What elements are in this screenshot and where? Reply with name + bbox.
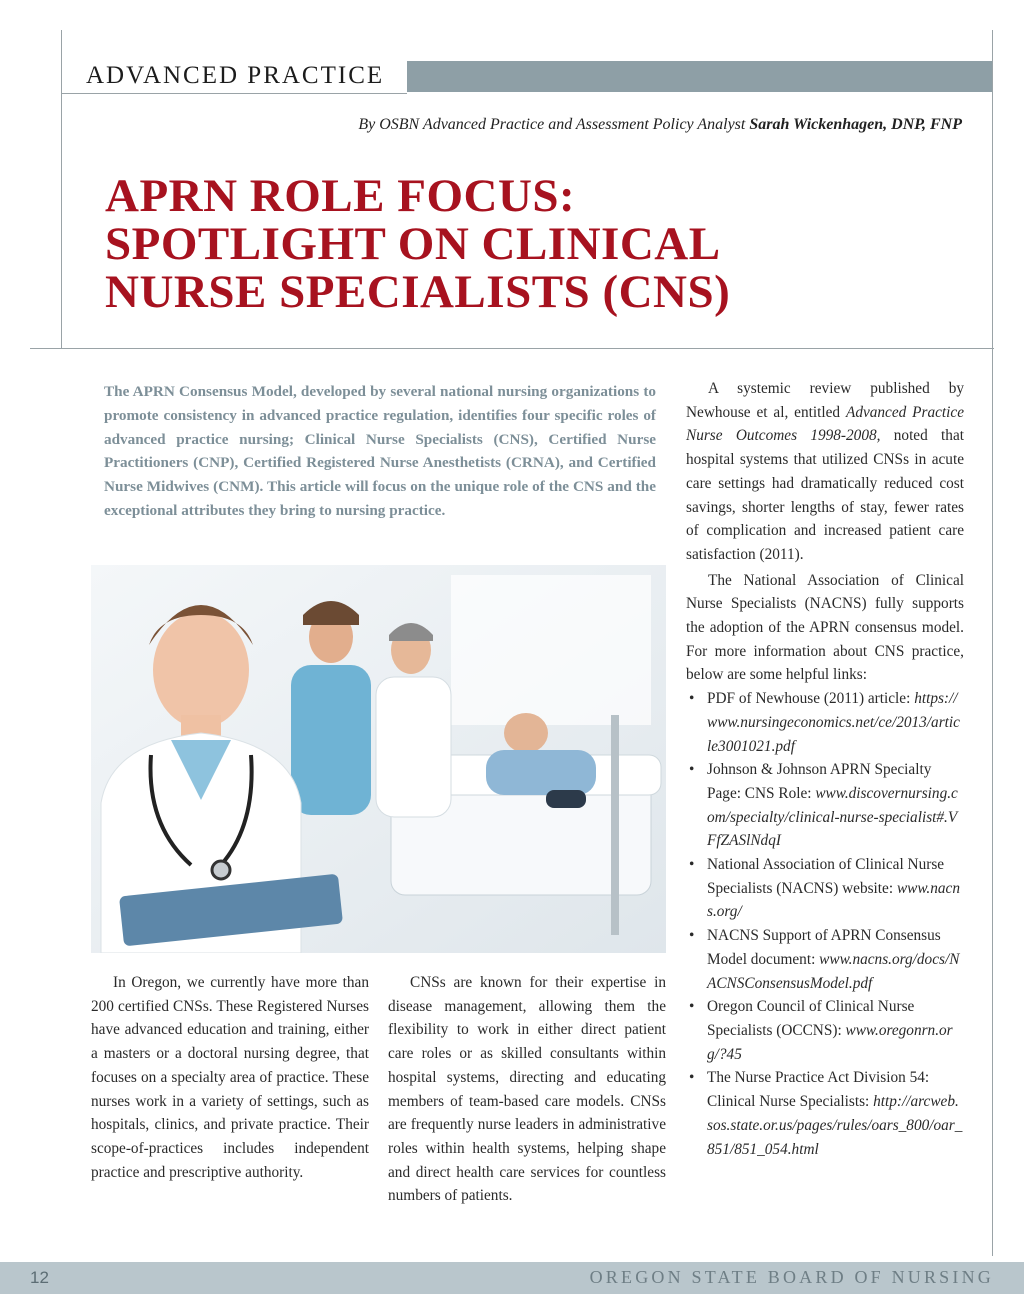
link-url[interactable]: www.nacns.org/docs/NACNSConsensusModel.pdf (707, 950, 960, 992)
list-item (686, 687, 964, 758)
byline (358, 116, 962, 134)
list-item (686, 1066, 964, 1161)
article-photo (91, 565, 666, 953)
bullet-icon: • (689, 856, 695, 874)
header-underline (61, 93, 407, 94)
byline-prefix: By OSBN Advanced Practice and Assessment Policy Analyst (358, 116, 746, 133)
list-item (686, 758, 964, 853)
link-url[interactable]: www.discovernursing.com/specialty/clinical-nurse-specialist#.VFfZASlNdqI (707, 784, 958, 850)
list-item (686, 995, 964, 1066)
footer-org-name: OREGON STATE BOARD OF NURSING (589, 1267, 994, 1287)
body-column-3 (686, 377, 964, 1161)
frame-left-rule (61, 30, 62, 348)
article-title (105, 172, 925, 316)
list-item (686, 853, 964, 924)
helpful-links-list (686, 687, 964, 1161)
list-item (686, 924, 964, 995)
review-text-after: noted that hospital systems that utilized CNSs in acute care settings had dramatically reduced cost savings, shorter lengths of stay, fewer rates of complication and increased patient care satisfaction (2011). (686, 427, 964, 563)
section-label: ADVANCED PRACTICE (86, 62, 385, 89)
page-number: 12 (30, 1268, 49, 1287)
link-label: National Association of Clinical Nurse Specialists (NACNS) website: (707, 856, 945, 897)
link-label: NACNS Support of APRN Consensus Model document: (707, 927, 941, 968)
hospital-scene-illustration (91, 565, 666, 953)
link-label: The Nurse Practice Act Division 54: Clinical Nurse Specialists: (707, 1069, 930, 1111)
bullet-icon: • (689, 1069, 695, 1087)
link-url[interactable]: http://arcweb.sos.state.or.us/pages/rules/oars_800/oar_851/851_054.html (707, 1093, 963, 1158)
link-label: Johnson & Johnson APRN Specialty Page: CNS Role: (707, 761, 932, 802)
link-url[interactable]: www.oregonrn.org/?45 (707, 1021, 953, 1063)
bullet-icon: • (689, 998, 695, 1016)
link-label: PDF of Newhouse (2011) article: (707, 690, 911, 708)
body-column-2 (388, 971, 666, 1208)
bullet-icon: • (689, 927, 695, 945)
title-line: SPOTLIGHT ON CLINICAL (105, 218, 721, 270)
review-title: Advanced Practice Nurse Outcomes 1998-2008, (686, 403, 964, 445)
link-label: Oregon Council of Clinical Nurse Specialists (OCCNS): (707, 998, 915, 1039)
title-line: APRN ROLE FOCUS: (105, 170, 576, 222)
body-paragraph: CNSs are known for their expertise in disease management, allowing them the flexibility to work in either direct patient care roles or as skilled consultants within hospital systems, directing and educating members of team-based care models. CNSs are frequently nurse leaders in administrative roles within health systems, helping shape and direct health care services for countless numbers of patients. (388, 974, 666, 1205)
header-bar (407, 61, 992, 92)
frame-right-rule (992, 30, 993, 1256)
section-divider (30, 348, 994, 349)
link-url[interactable]: www.nacns.org/ (707, 879, 960, 921)
title-line: NURSE SPECIALISTS (CNS) (105, 266, 731, 318)
byline-author: Sarah Wickenhagen, DNP, FNP (749, 116, 962, 133)
body-paragraph: In Oregon, we currently have more than 200 certified CNSs. These Registered Nurses have advanced education and training, either a masters or a doctoral nursing degree, that focuses on a specialty area of practice. These nurses work in a variety of settings, such as hospitals, clinics, and private practice. Their scope-of-practices includes independent practice and prescriptive authority. (91, 974, 369, 1181)
body-paragraph (686, 377, 964, 567)
review-text-before: A systemic review published by Newhouse et al, entitled (686, 380, 964, 421)
bullet-icon: • (689, 690, 695, 708)
body-paragraph: The National Association of Clinical Nurse Specialists (NACNS) fully supports the adoption of the APRN consensus model. For more information about CNS practice, below are some helpful links: (686, 571, 964, 684)
link-url[interactable]: https://www.nursingeconomics.net/ce/2013/article3001021.pdf (707, 690, 960, 755)
bullet-icon: • (689, 761, 695, 779)
body-column-1 (91, 971, 369, 1184)
intro-paragraph: The APRN Consensus Model, developed by several national nursing organizations to promote consistency in advanced practice regulation, identifies four specific roles of advanced practice nursing; Clinical Nurse Specialists (CNS), Certified Nurse Practitioners (CNP), Certified Registered Nurse Anesthetists (CRNA), and Certified Nurse Midwives (CNM). This article will focus on the unique role of the CNS and the exceptional attributes they bring to nursing practice. (104, 383, 656, 519)
